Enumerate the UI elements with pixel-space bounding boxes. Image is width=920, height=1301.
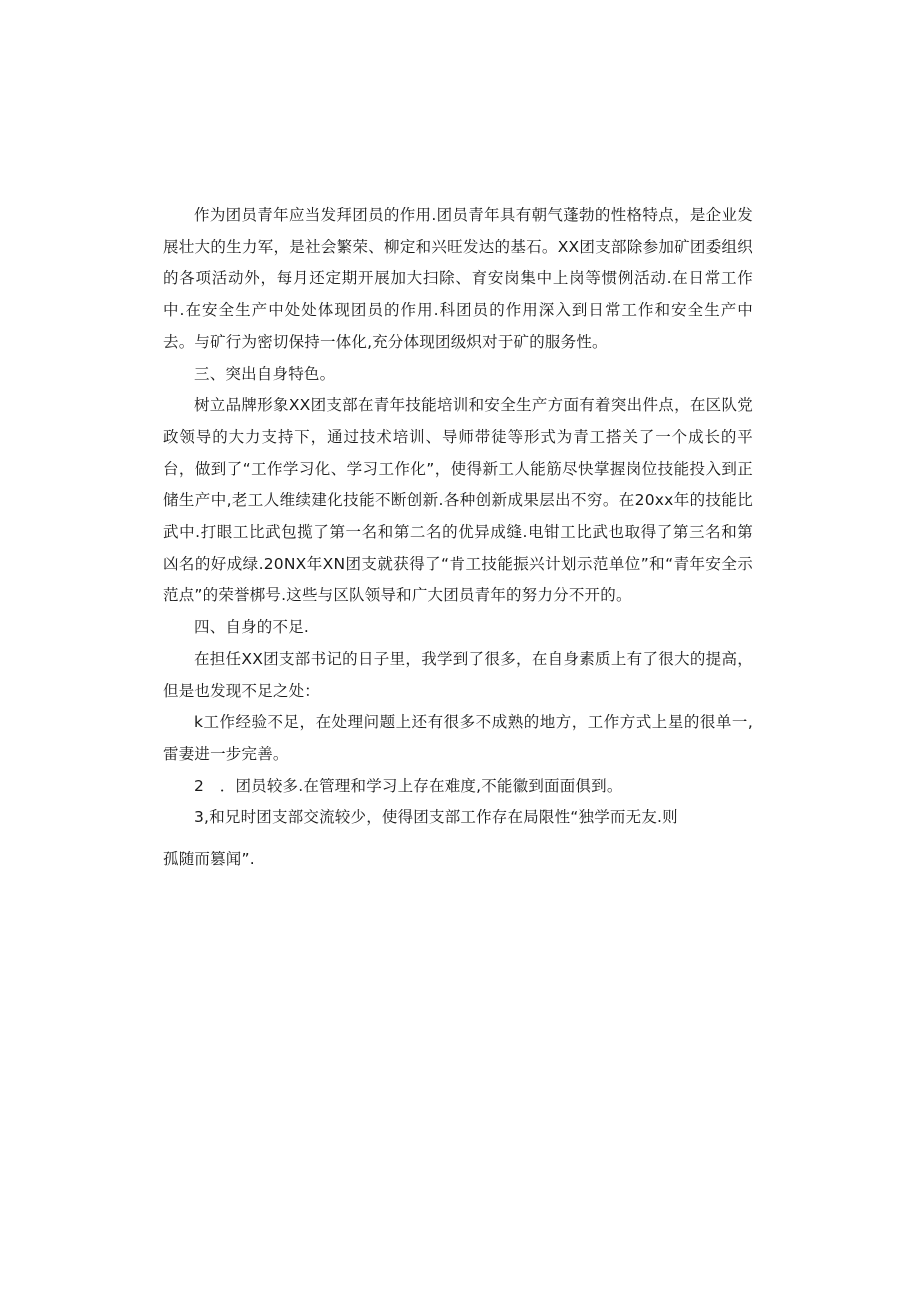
section-heading-features: 三、突出自身特色。: [194, 364, 336, 383]
paragraph-brand-image: 树立品牌形象XX团支部在青年技能培训和安全生产方面有着突出件点，在区队党政领导的大力支持下，通过技术培训、导师带徒等形式为青工搭关了一个成长的平台，做到了“工作学习化、学习工作化”，使得新工人能筋尽快掌握岗位技能投入到正储生产中,老工人维续建化技能不断创新.各种创新成果层出不穷。在20xx年的技能比武中.打眼工比武包揽了第一名和第二名的优异成缝.电钳工比武也取得了第三名和第凶名的好成绿.20NX年XN团支就获得了“肯工技能振兴计划示范单位”和“青年安全示范点”的荣誉梆号.这些与区队领导和广大团员青年的努力分不开的。: [163, 396, 753, 605]
section-heading-shortcomings: 四、自身的不足.: [194, 618, 310, 637]
document-body: [163, 200, 753, 876]
list-item-3-continuation: 孤随而篡闻”.: [163, 850, 255, 869]
paragraph-youth-role: 作为团员青年应当发拜团员的作用.团员青年具有朝气蓬勃的性格特点，是企业发展壮大的生力军，是社会繁荣、柳定和兴旺发达的基石。XX团支部除参加矿团委组织的各项活动外，每月还定期开展加大扫除、育安岗集中上岗等惯例活动.在日常工作中.在安全生产中处处体现团员的作用.科团员的作用深入到日常工作和安全生产中去。与矿行为密切保持一体化,充分体现团级炽对于矿的服务性。: [163, 206, 753, 351]
list-item-1: k工作经验不足，在处理问题上还有很多不成熟的地方，工作方式上星的很单一,雷妻进一步完善。: [163, 713, 753, 763]
list-item-3: 3,和兄时团支部交流较少，使得团支部工作存在局限性“独学而无友.则: [194, 808, 678, 827]
list-item-2: 2 ．团员较多.在管理和学习上存在难度,不能徽到面面俱到。: [194, 776, 623, 795]
paragraph-secretary-reflection: 在担任XX团支部书记的日子里，我学到了很多，在自身素质上有了很大的提高，但是也发现不足之处：: [163, 649, 753, 700]
